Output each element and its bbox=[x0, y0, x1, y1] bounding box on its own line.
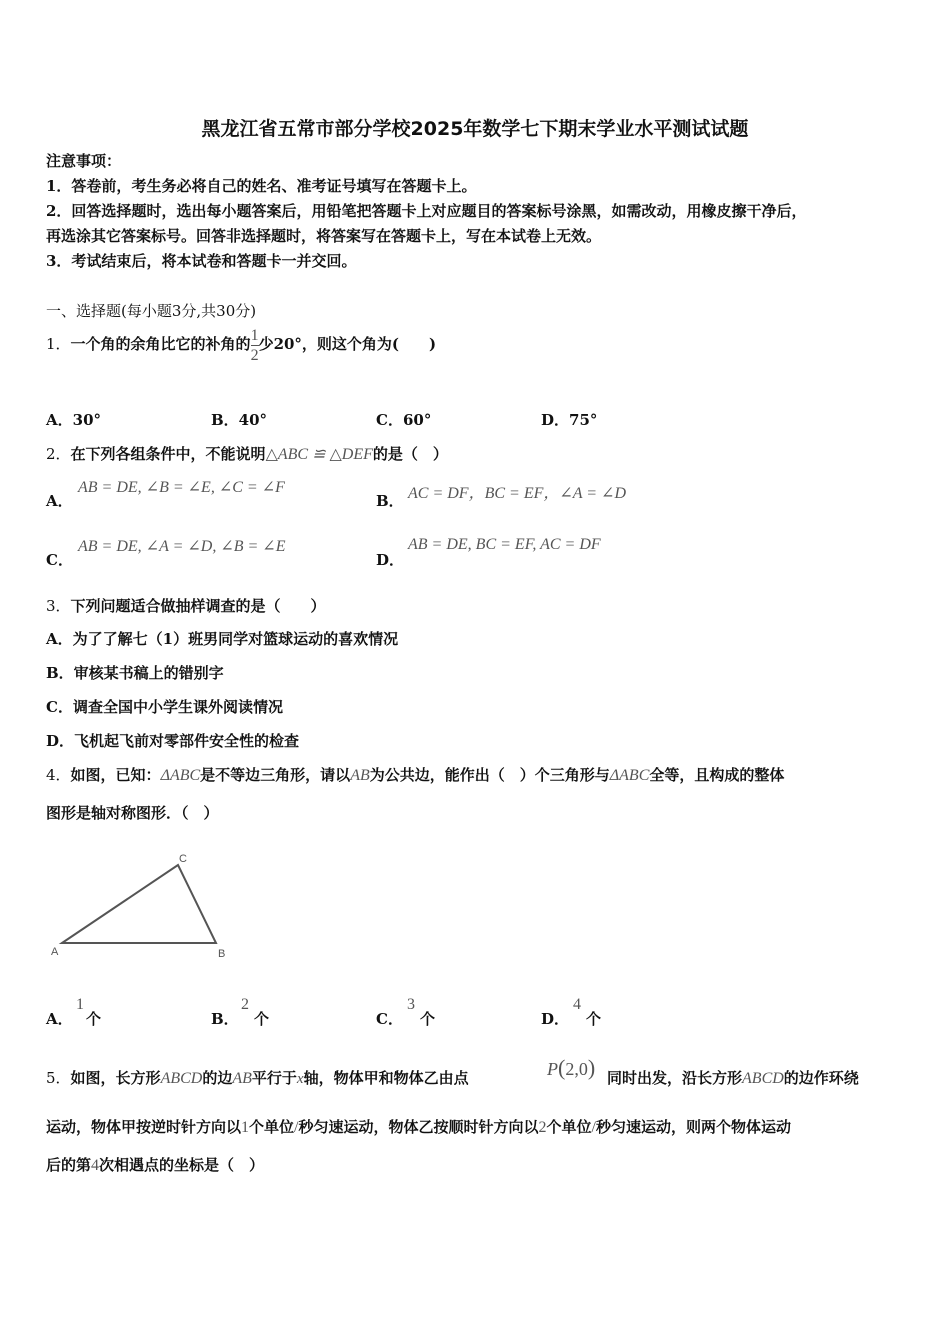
fraction-bar bbox=[251, 345, 259, 346]
option-unit: 个 bbox=[86, 1010, 102, 1028]
question-text: 少20°，则这个角为( ) bbox=[258, 335, 437, 353]
math-expression: 2,0 bbox=[565, 1059, 588, 1079]
option-c-math: AB = DE, ∠A = ∠D, ∠B = ∠E bbox=[78, 538, 286, 555]
option-label: B． bbox=[211, 1010, 239, 1028]
option-label: D． bbox=[376, 551, 405, 569]
question-text: 一个角的余角比它的补角的 bbox=[70, 335, 251, 353]
notice-item: 3．考试结束后，将本试卷和答题卡一并交回。 bbox=[46, 252, 357, 270]
question-text: 下列问题适合做抽样调查的是（ ） bbox=[70, 597, 326, 615]
math-expression: ABCD bbox=[742, 1070, 784, 1087]
math-expression: 4 bbox=[91, 1157, 100, 1174]
option-label: B． bbox=[376, 492, 404, 510]
option-d-value: 4 bbox=[573, 996, 581, 1013]
notice-heading: 注意事项： bbox=[46, 152, 122, 170]
question-text bbox=[607, 1068, 859, 1089]
option-c-value: 3 bbox=[407, 996, 415, 1013]
option-b: B．审核某书稿上的错别字 bbox=[46, 664, 224, 682]
question-text: 的边作环绕 bbox=[783, 1069, 859, 1087]
math-expression: / bbox=[294, 1119, 299, 1136]
option-label: D． bbox=[541, 1010, 570, 1028]
option-b: B．40° bbox=[211, 411, 268, 429]
question-text: 后的第 bbox=[46, 1156, 92, 1174]
section-heading: 一、选择题(每小题3分,共30分) bbox=[46, 302, 257, 320]
question-number: 1． bbox=[46, 335, 71, 353]
question-text: 运动，物体甲按逆时针方向以 bbox=[46, 1118, 242, 1136]
math-expression: ABCD bbox=[160, 1070, 203, 1087]
paren-right: ) bbox=[587, 1055, 596, 1080]
option-a-value: 1 bbox=[76, 996, 84, 1013]
fraction bbox=[251, 327, 259, 364]
question-text: 如图，长方形 bbox=[70, 1069, 161, 1087]
vertex-label-a: A bbox=[51, 946, 59, 958]
question-number: 3． bbox=[46, 597, 71, 615]
math-expression: P bbox=[547, 1059, 558, 1079]
question-text: 个单位 bbox=[546, 1118, 592, 1136]
fraction-denominator: 2 bbox=[250, 346, 259, 364]
question-text: 的边 bbox=[202, 1069, 233, 1087]
question-text: 平行于 bbox=[251, 1069, 297, 1087]
option-label: C． bbox=[376, 1010, 403, 1028]
notice-item: 再选涂其它答案标号。回答非选择题时，将答案写在答题卡上，写在本试卷上无效。 bbox=[46, 227, 602, 245]
option-unit: 个 bbox=[420, 1010, 436, 1028]
question-text: 次相遇点的坐标是（ ） bbox=[99, 1156, 265, 1174]
option-a: A．30° bbox=[46, 411, 102, 429]
option-unit: 个 bbox=[586, 1010, 602, 1028]
triangle-abc bbox=[62, 865, 216, 943]
fraction-numerator: 1 bbox=[250, 326, 259, 344]
option-d: D．飞机起飞前对零部件安全性的检查 bbox=[46, 732, 300, 750]
notice-item: 1．答卷前，考生务必将自己的姓名、准考证号填写在答题卡上。 bbox=[46, 177, 477, 195]
point-p bbox=[547, 1055, 595, 1081]
question-number: 5． bbox=[46, 1069, 71, 1087]
question-text bbox=[46, 1155, 264, 1176]
question-1 bbox=[46, 326, 436, 364]
math-expression: 2 bbox=[538, 1119, 547, 1136]
paren-left: ( bbox=[558, 1055, 566, 1080]
page-title: 黑龙江省五常市部分学校2025年数学七下期末学业水平测试试题 bbox=[201, 118, 749, 140]
question-text: 秒匀速运动，物体乙按顺时针方向以 bbox=[298, 1118, 539, 1136]
option-b-math: AC = DF，BC = EF，∠A = ∠D bbox=[408, 485, 627, 502]
question-number: 4． bbox=[46, 766, 71, 784]
question-text: 是不等边三角形，请以 bbox=[200, 766, 351, 784]
question-5 bbox=[46, 1068, 469, 1089]
vertex-label-b: B bbox=[218, 948, 226, 960]
question-text bbox=[46, 1117, 791, 1138]
question-text: 的是（ ） bbox=[372, 445, 448, 463]
math-expression: AB bbox=[350, 767, 370, 784]
math-expression: AB bbox=[232, 1070, 252, 1087]
option-a-math: AB = DE, ∠B = ∠E, ∠C = ∠F bbox=[78, 479, 285, 496]
math-expression: △ABC ≌ △DEF bbox=[265, 446, 373, 463]
math-expression: / bbox=[591, 1119, 596, 1136]
question-2 bbox=[46, 444, 448, 465]
math-expression: ΔABC bbox=[160, 767, 201, 784]
option-d-math: AB = DE, BC = EF, AC = DF bbox=[408, 536, 601, 553]
question-3 bbox=[46, 596, 326, 616]
option-label: C． bbox=[46, 551, 73, 569]
option-unit: 个 bbox=[254, 1010, 270, 1028]
question-number: 2． bbox=[46, 445, 71, 463]
option-a: A．为了了解七（1）班男同学对篮球运动的喜欢情况 bbox=[46, 630, 399, 648]
option-label: A． bbox=[46, 492, 73, 510]
question-text: 在下列各组条件中，不能说明 bbox=[70, 445, 266, 463]
option-label: A． bbox=[46, 1010, 73, 1028]
question-4 bbox=[46, 765, 784, 786]
math-expression: x bbox=[296, 1071, 304, 1087]
question-text: 为公共边，能作出（ ）个三角形与 bbox=[369, 766, 610, 784]
question-text: 同时出发，沿长方形 bbox=[607, 1069, 743, 1087]
question-text: 轴，物体甲和物体乙由点 bbox=[303, 1069, 469, 1087]
option-c: C．60° bbox=[376, 411, 432, 429]
vertex-label-c: C bbox=[179, 853, 187, 865]
option-c: C．调查全国中小学生课外阅读情况 bbox=[46, 698, 283, 716]
question-text: 如图，已知： bbox=[70, 766, 161, 784]
notice-item: 2．回答选择题时，选出每小题答案后，用铅笔把答题卡上对应题目的答案标号涂黑，如需改动，用橡皮擦干净后， bbox=[46, 202, 807, 220]
triangle-figure bbox=[40, 845, 240, 965]
math-expression: ΔABC bbox=[609, 767, 650, 784]
question-text: 图形是轴对称图形．（ ） bbox=[46, 804, 219, 822]
question-text: 秒匀速运动，则两个物体运动 bbox=[595, 1118, 791, 1136]
option-b-value: 2 bbox=[241, 996, 249, 1013]
math-expression: 1 bbox=[241, 1119, 250, 1136]
question-text: 全等，且构成的整体 bbox=[649, 766, 785, 784]
option-d: D．75° bbox=[541, 411, 598, 429]
question-text: 个单位 bbox=[249, 1118, 295, 1136]
